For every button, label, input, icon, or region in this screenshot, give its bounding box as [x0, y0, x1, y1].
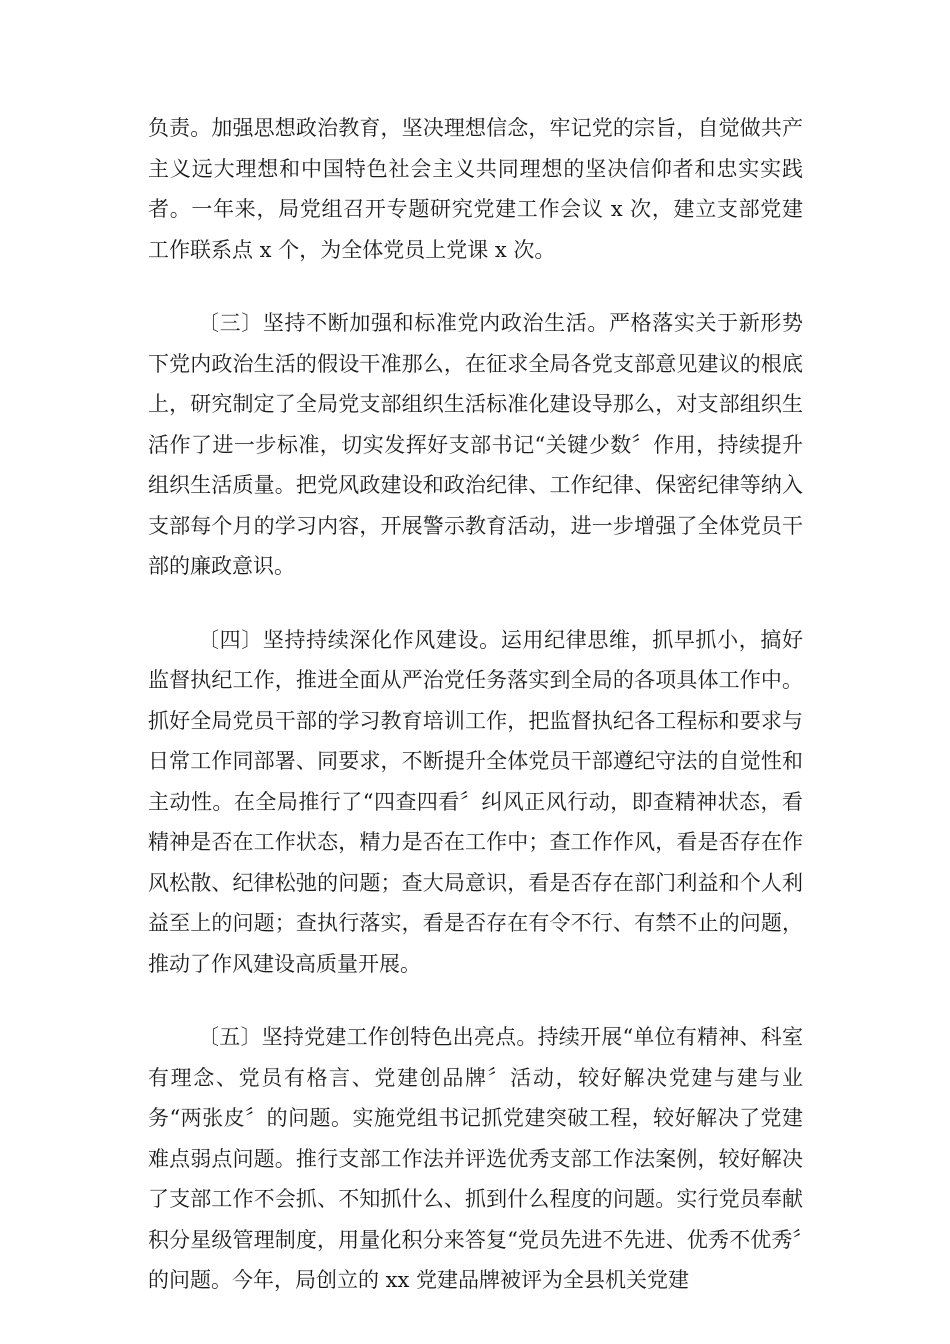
document-body: [148, 108, 803, 1301]
paragraph-section-4: 〔四〕坚持持续深化作风建设。运用纪律思维，抓早抓小，搞好监督执纪工作，推进全面从严治党任务落实到全局的各项具体工作中。抓好全局党员干部的学习教育培训工作，把监督执纪各工程标和要求与日常工作同部署、同要求，不断提升全体党员干部遵纪守法的自觉性和主动性。在全局推行了“四查四看〞纠风正风行动，即查精神状态，看精神是否在工作状态，精力是否在工作中；查工作作风，看是否存在作风松散、纪律松弛的问题；查大局意识，看是否存在部门利益和个人利益至上的问题；查执行落实，看是否存在有令不行、有禁不止的问题，推动了作风建设高质量开展。: [148, 627, 803, 976]
paragraph-continuation: 负责。加强思想政治教育，坚决理想信念，牢记党的宗旨，自觉做共产主义远大理想和中国特色社会主义共同理想的坚决信仰者和忠实实践者。一年来，局党组召开专题研究党建工作会议 x 次，建立支部党建工作联系点 x 个，为全体党员上党课 x 次。: [148, 116, 803, 262]
paragraph-section-5: 〔五〕坚持党建工作创特色出亮点。持续开展“单位有精神、科室有理念、党员有格言、党建创品牌〞活动，较好解决党建与建与业务“两张皮〞的问题。实施党组书记抓党建突破工程，较好解决了党建难点弱点问题。推行支部工作法并评选优秀支部工作法案例，较好解决了支部工作不会抓、不知抓什么、抓到什么程度的问题。实行党员奉献积分星级管理制度，用量化积分来答复“党员先进不先进、优秀不优秀〞的问题。今年，局创立的 xx 党建品牌被评为全县机关党建: [148, 1025, 803, 1292]
paragraph-section-3: 〔三〕坚持不断加强和标准党内政治生活。严格落实关于新形势下党内政治生活的假设干准那么，在征求全局各党支部意见建议的根底上，研究制定了全局党支部组织生活标准化建设导那么，对支部组织生活作了进一步标准，切实发挥好支部书记“关键少数〞作用，持续提升组织生活质量。把党风政建设和政治纪律、工作纪律、保密纪律等纳入支部每个月的学习内容，开展警示教育活动，进一步增强了全体党员干部的廉政意识。: [148, 311, 803, 578]
